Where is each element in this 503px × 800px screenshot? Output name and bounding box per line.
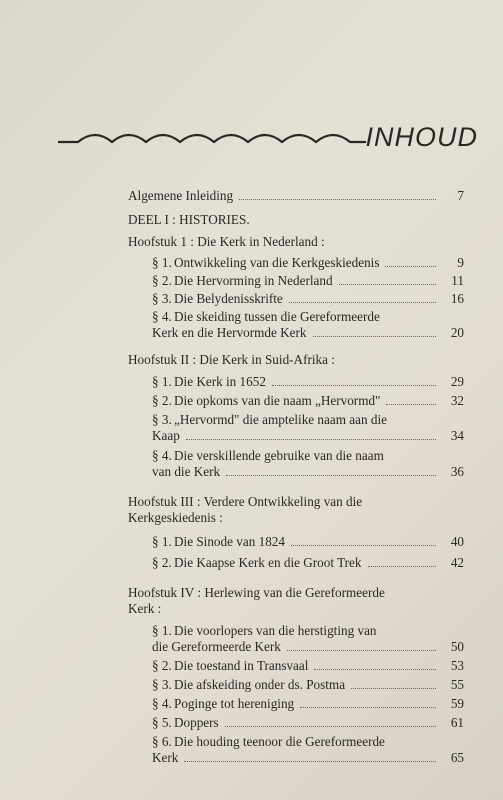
toc-page: 29 <box>450 374 464 389</box>
chapter-title-line1: Hoofstuk III : Verdere Ontwikkeling van die <box>128 494 363 509</box>
toc-page: 65 <box>450 750 464 765</box>
section-number: § 2. <box>152 393 172 408</box>
chapter-heading-3 <box>128 494 464 526</box>
dot-leader <box>351 688 436 689</box>
toc-page: 42 <box>450 555 464 570</box>
toc-label: Ontwikkeling van die Kerkgeskiedenis <box>174 255 380 270</box>
toc-label: Die toestand in Transvaal <box>174 658 309 673</box>
dot-leader <box>313 336 436 337</box>
toc-label: Die Kaapse Kerk en die Groot Trek <box>174 555 362 570</box>
dot-leader <box>314 669 436 670</box>
toc-page: 61 <box>450 715 464 730</box>
dot-leader <box>239 199 436 200</box>
chapter-title-line2: Kerk : <box>128 601 162 616</box>
toc-entry <box>128 734 464 766</box>
section-number: § 4. <box>152 448 172 463</box>
section-number: § 3. <box>152 677 172 692</box>
toc-label: Die Kerk in 1652 <box>174 374 266 389</box>
toc-label: Die Hervorming in Nederland <box>174 273 333 288</box>
section-number: § 4. <box>152 696 172 711</box>
toc-label: Die Sinode van 1824 <box>174 534 285 549</box>
toc-entry <box>128 555 464 571</box>
section-number: § 6. <box>152 734 172 749</box>
dot-leader <box>368 566 436 567</box>
toc-label: Kaap <box>152 428 180 443</box>
toc-page: 16 <box>450 291 464 306</box>
toc-entry <box>128 255 464 271</box>
contents-header <box>58 120 478 160</box>
toc-entry <box>128 696 464 712</box>
toc-page: 59 <box>450 696 464 711</box>
section-number: § 2. <box>152 273 172 288</box>
section-number: § 5. <box>152 715 172 730</box>
toc-label: Kerk en die Hervormde Kerk <box>152 325 307 340</box>
decorative-wave-rule <box>58 120 368 160</box>
dot-leader <box>186 439 436 440</box>
section-number: § 1. <box>152 623 172 638</box>
toc-label-line1: Die skeiding tussen die Gereformeerde <box>174 309 380 324</box>
chapter-heading-4 <box>128 585 464 617</box>
section-number: § 1. <box>152 374 172 389</box>
toc-page: 20 <box>450 325 464 340</box>
table-of-contents <box>128 188 464 766</box>
section-number: § 3. <box>152 291 172 306</box>
dot-leader <box>184 761 436 762</box>
toc-page: 34 <box>450 428 464 443</box>
section-number: § 3. <box>152 412 172 427</box>
toc-page: 32 <box>450 393 464 408</box>
page-title: INHOUD <box>365 122 478 152</box>
section-number: § 2. <box>152 555 172 570</box>
toc-label-line1: Die houding teenoor die Gereformeerde <box>174 734 385 749</box>
toc-label-line1: Die voorlopers van die herstigting van <box>174 623 377 638</box>
section-number: § 4. <box>152 309 172 324</box>
toc-page: 7 <box>457 188 464 203</box>
dot-leader <box>289 302 436 303</box>
toc-page: 36 <box>450 464 464 479</box>
toc-entry <box>128 374 464 390</box>
toc-page: 9 <box>457 255 464 270</box>
dot-leader <box>287 650 436 651</box>
toc-entry <box>128 412 464 444</box>
dot-leader <box>386 404 436 405</box>
toc-label: Die opkoms van die naam „Hervormd" <box>174 393 381 408</box>
toc-entry <box>128 393 464 409</box>
toc-label-line1: Die verskillende gebruike van die naam <box>174 448 384 463</box>
dot-leader <box>385 266 436 267</box>
dot-leader <box>226 475 436 476</box>
toc-page: 55 <box>450 677 464 692</box>
toc-label: Kerk <box>152 750 179 765</box>
toc-entry <box>128 623 464 655</box>
dot-leader <box>339 284 436 285</box>
toc-entry <box>128 677 464 693</box>
toc-label: Die afskeiding onder ds. Postma <box>174 677 346 692</box>
toc-entry <box>128 291 464 307</box>
dot-leader <box>291 545 436 546</box>
toc-entry <box>128 715 464 731</box>
toc-entry <box>128 658 464 674</box>
part-heading: DEEL I : HISTORIES. <box>128 212 250 227</box>
section-number: § 1. <box>152 534 172 549</box>
section-number: § 2. <box>152 658 172 673</box>
toc-label: Die Belydenisskrifte <box>174 291 283 306</box>
dot-leader <box>300 707 436 708</box>
toc-label: Poginge tot hereniging <box>174 696 295 711</box>
chapter-heading-1: Hoofstuk 1 : Die Kerk in Nederland : <box>128 234 325 249</box>
chapter-title-line2: Kerkgeskiedenis : <box>128 510 223 525</box>
toc-page: 40 <box>450 534 464 549</box>
dot-leader <box>225 726 436 727</box>
toc-entry <box>128 309 464 341</box>
toc-page: 11 <box>451 273 464 288</box>
toc-entry <box>128 534 464 550</box>
toc-label-line1: „Hervormd" die amptelike naam aan die <box>174 412 387 427</box>
chapter-heading-2: Hoofstuk II : Die Kerk in Suid-Afrika : <box>128 352 335 367</box>
toc-label: van die Kerk <box>152 464 221 479</box>
toc-entry <box>128 273 464 289</box>
section-number: § 1. <box>152 255 172 270</box>
toc-label: Algemene Inleiding <box>128 188 234 203</box>
toc-page: 53 <box>450 658 464 673</box>
toc-entry-intro <box>128 188 464 204</box>
chapter-title-line1: Hoofstuk IV : Herlewing van die Gereformeerde <box>128 585 385 600</box>
toc-entry <box>128 448 464 480</box>
toc-page: 50 <box>450 639 464 654</box>
toc-label: die Gereformeerde Kerk <box>152 639 281 654</box>
toc-label: Doppers <box>174 715 219 730</box>
dot-leader <box>272 385 436 386</box>
